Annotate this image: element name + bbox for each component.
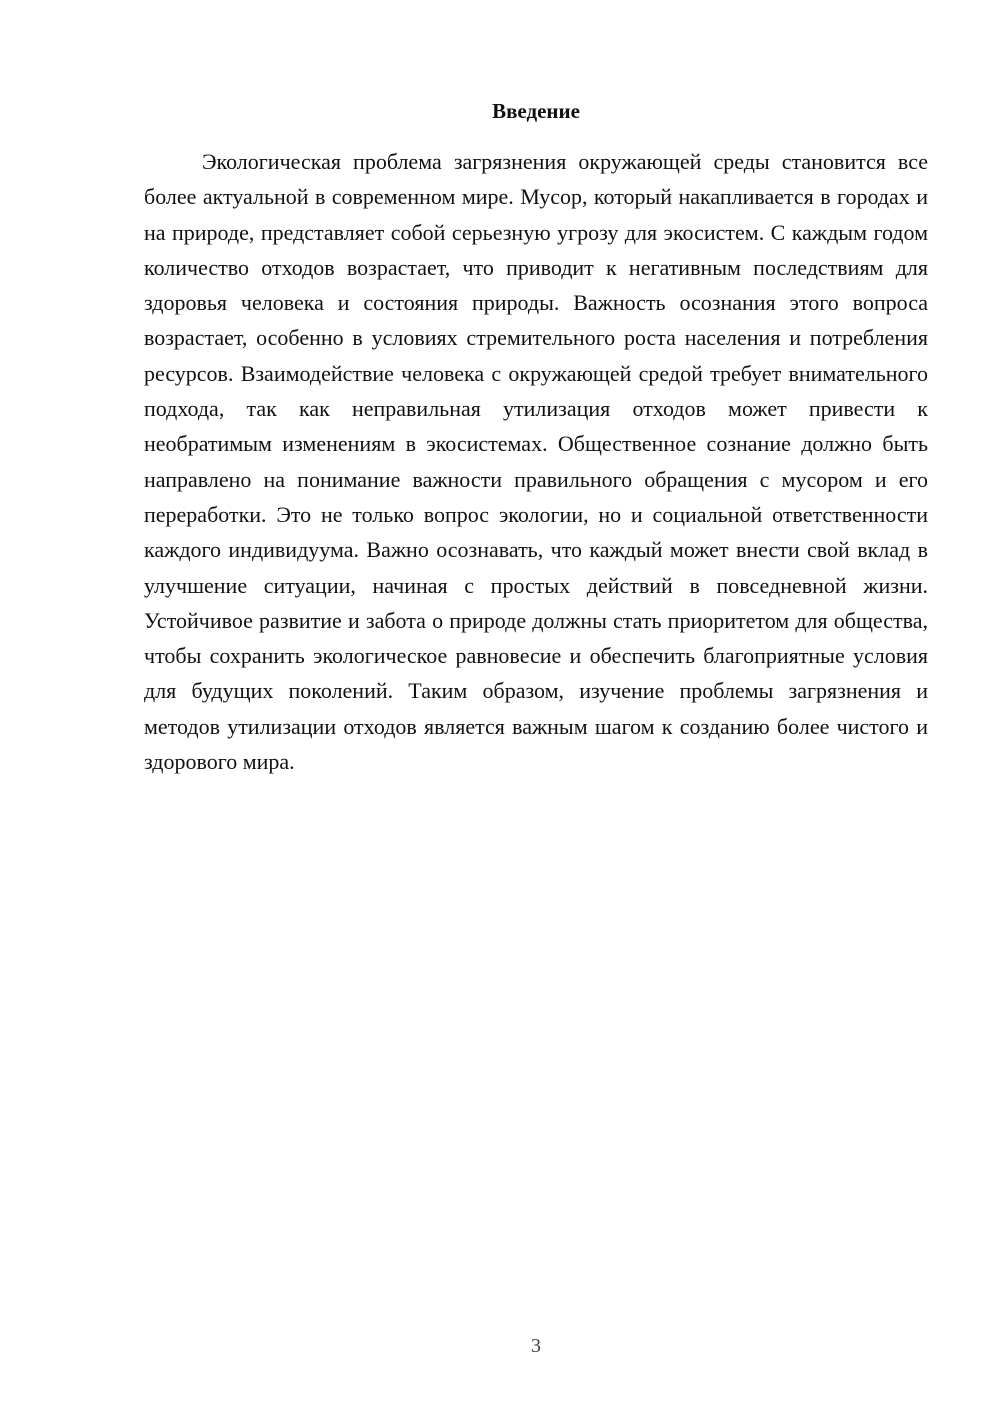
section-heading: Введение (492, 99, 580, 123)
body-paragraph: Экологическая проблема загрязнения окружающей среды становится все более актуальной в современном мире. Мусор, который накапливается в городах и на природе, представляет собой серьезную угрозу для экосистем. С каждым годом количество отходов возрастает, что приводит к негативным последствиям для здоровья человека и состояния природы. Важность осознания этого вопроса возрастает, особенно в условиях стремительного роста населения и потребления ресурсов. Взаимодействие человека с окружающей средой требует внимательного подхода, так как неправильная утилизация отходов может привести к необратимым изменениям в экосистемах. Общественное сознание должно быть направлено на понимание важности правильного обращения с мусором и его переработки. Это не только вопрос экологии, но и социальной ответственности каждого индивидуума. Важно осознавать, что каждый может внести свой вклад в улучшение ситуации, начиная с простых действий в повседневной жизни. Устойчивое развитие и забота о природе должны стать приоритетом для общества, чтобы сохранить экологическое равновесие и обеспечить благоприятные условия для будущих поколений. Таким образом, изучение проблемы загрязнения и методов утилизации отходов является важным шагом к созданию более чистого и здорового мира. (144, 149, 928, 775)
page-number: 3 (531, 1335, 541, 1357)
